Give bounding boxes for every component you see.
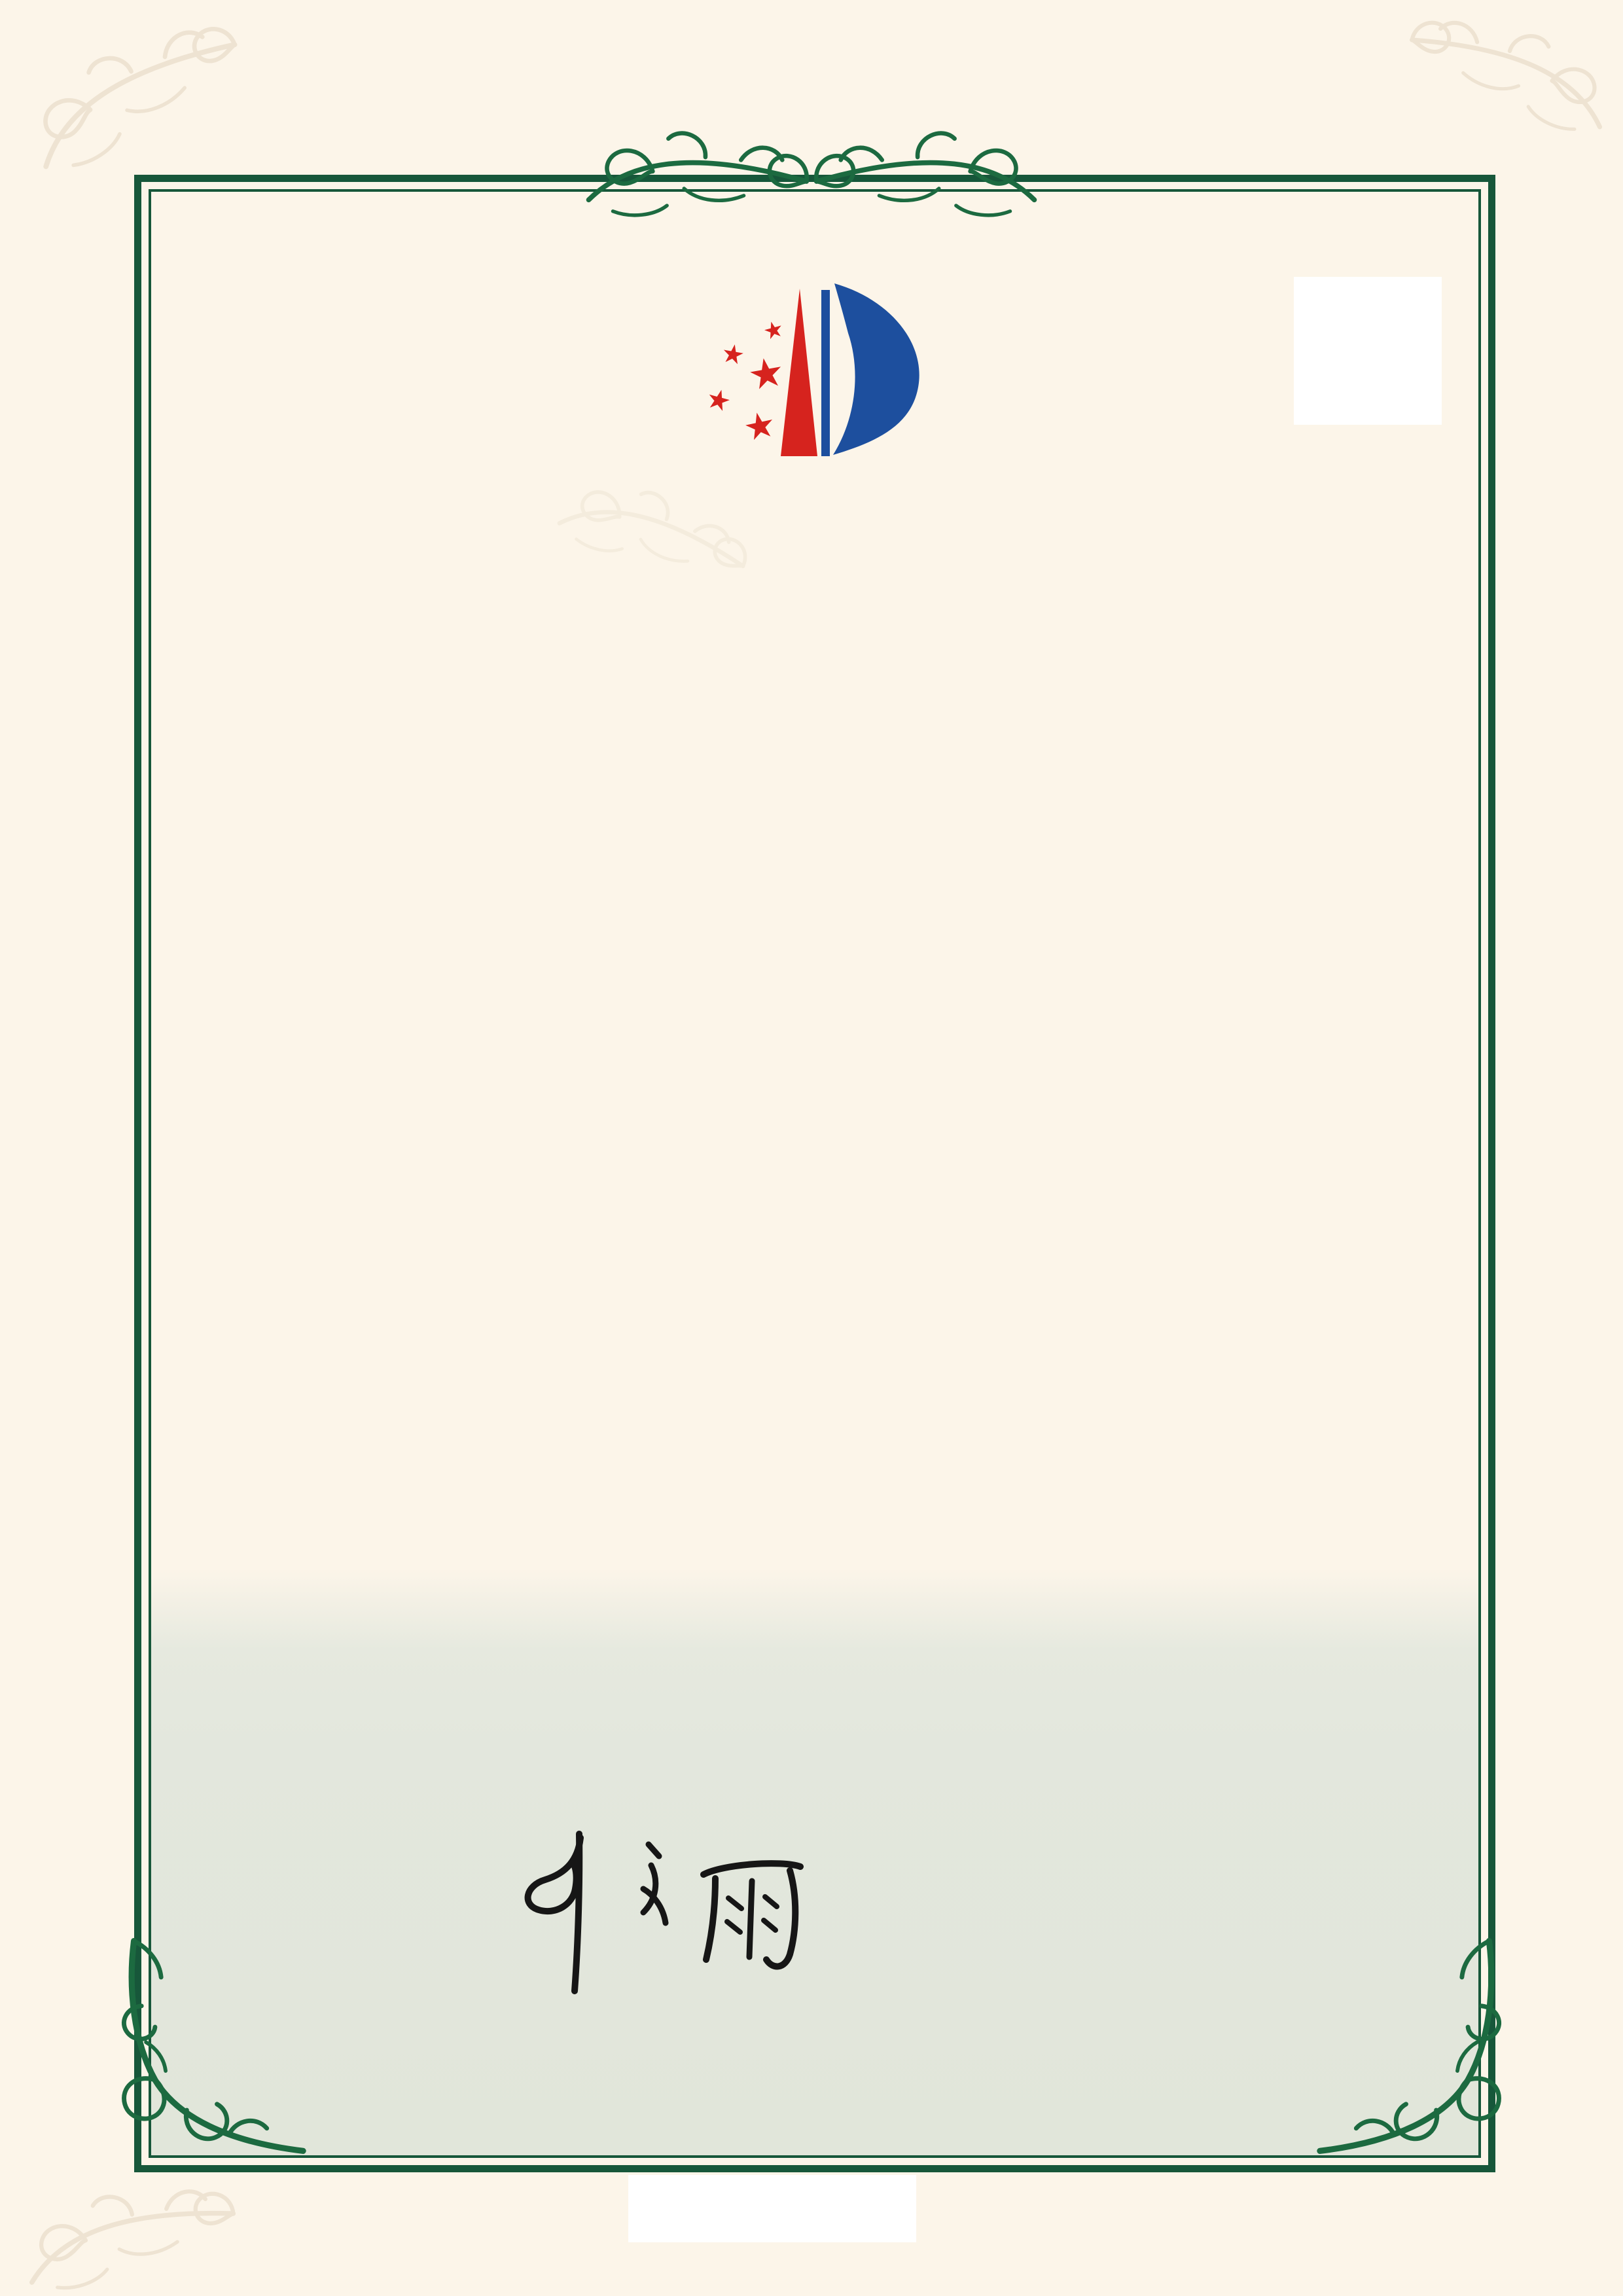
barcode [223,1719,687,1751]
field-row-grant [226,1273,417,1308]
cnipa-logo [677,265,939,488]
field-row-name [226,689,417,724]
field-row-patentee [226,1077,417,1113]
field-row-patent-no [226,888,417,923]
qr-code-modules [1306,289,1430,413]
field-row-address [226,1175,417,1210]
qr-code [1294,277,1442,425]
director-signature [488,1826,874,1996]
field-row-filing-date [226,980,417,1015]
field-row-inventor [226,788,417,823]
continuation-note-box [628,2175,916,2242]
grant-number-group [872,1273,1063,1308]
